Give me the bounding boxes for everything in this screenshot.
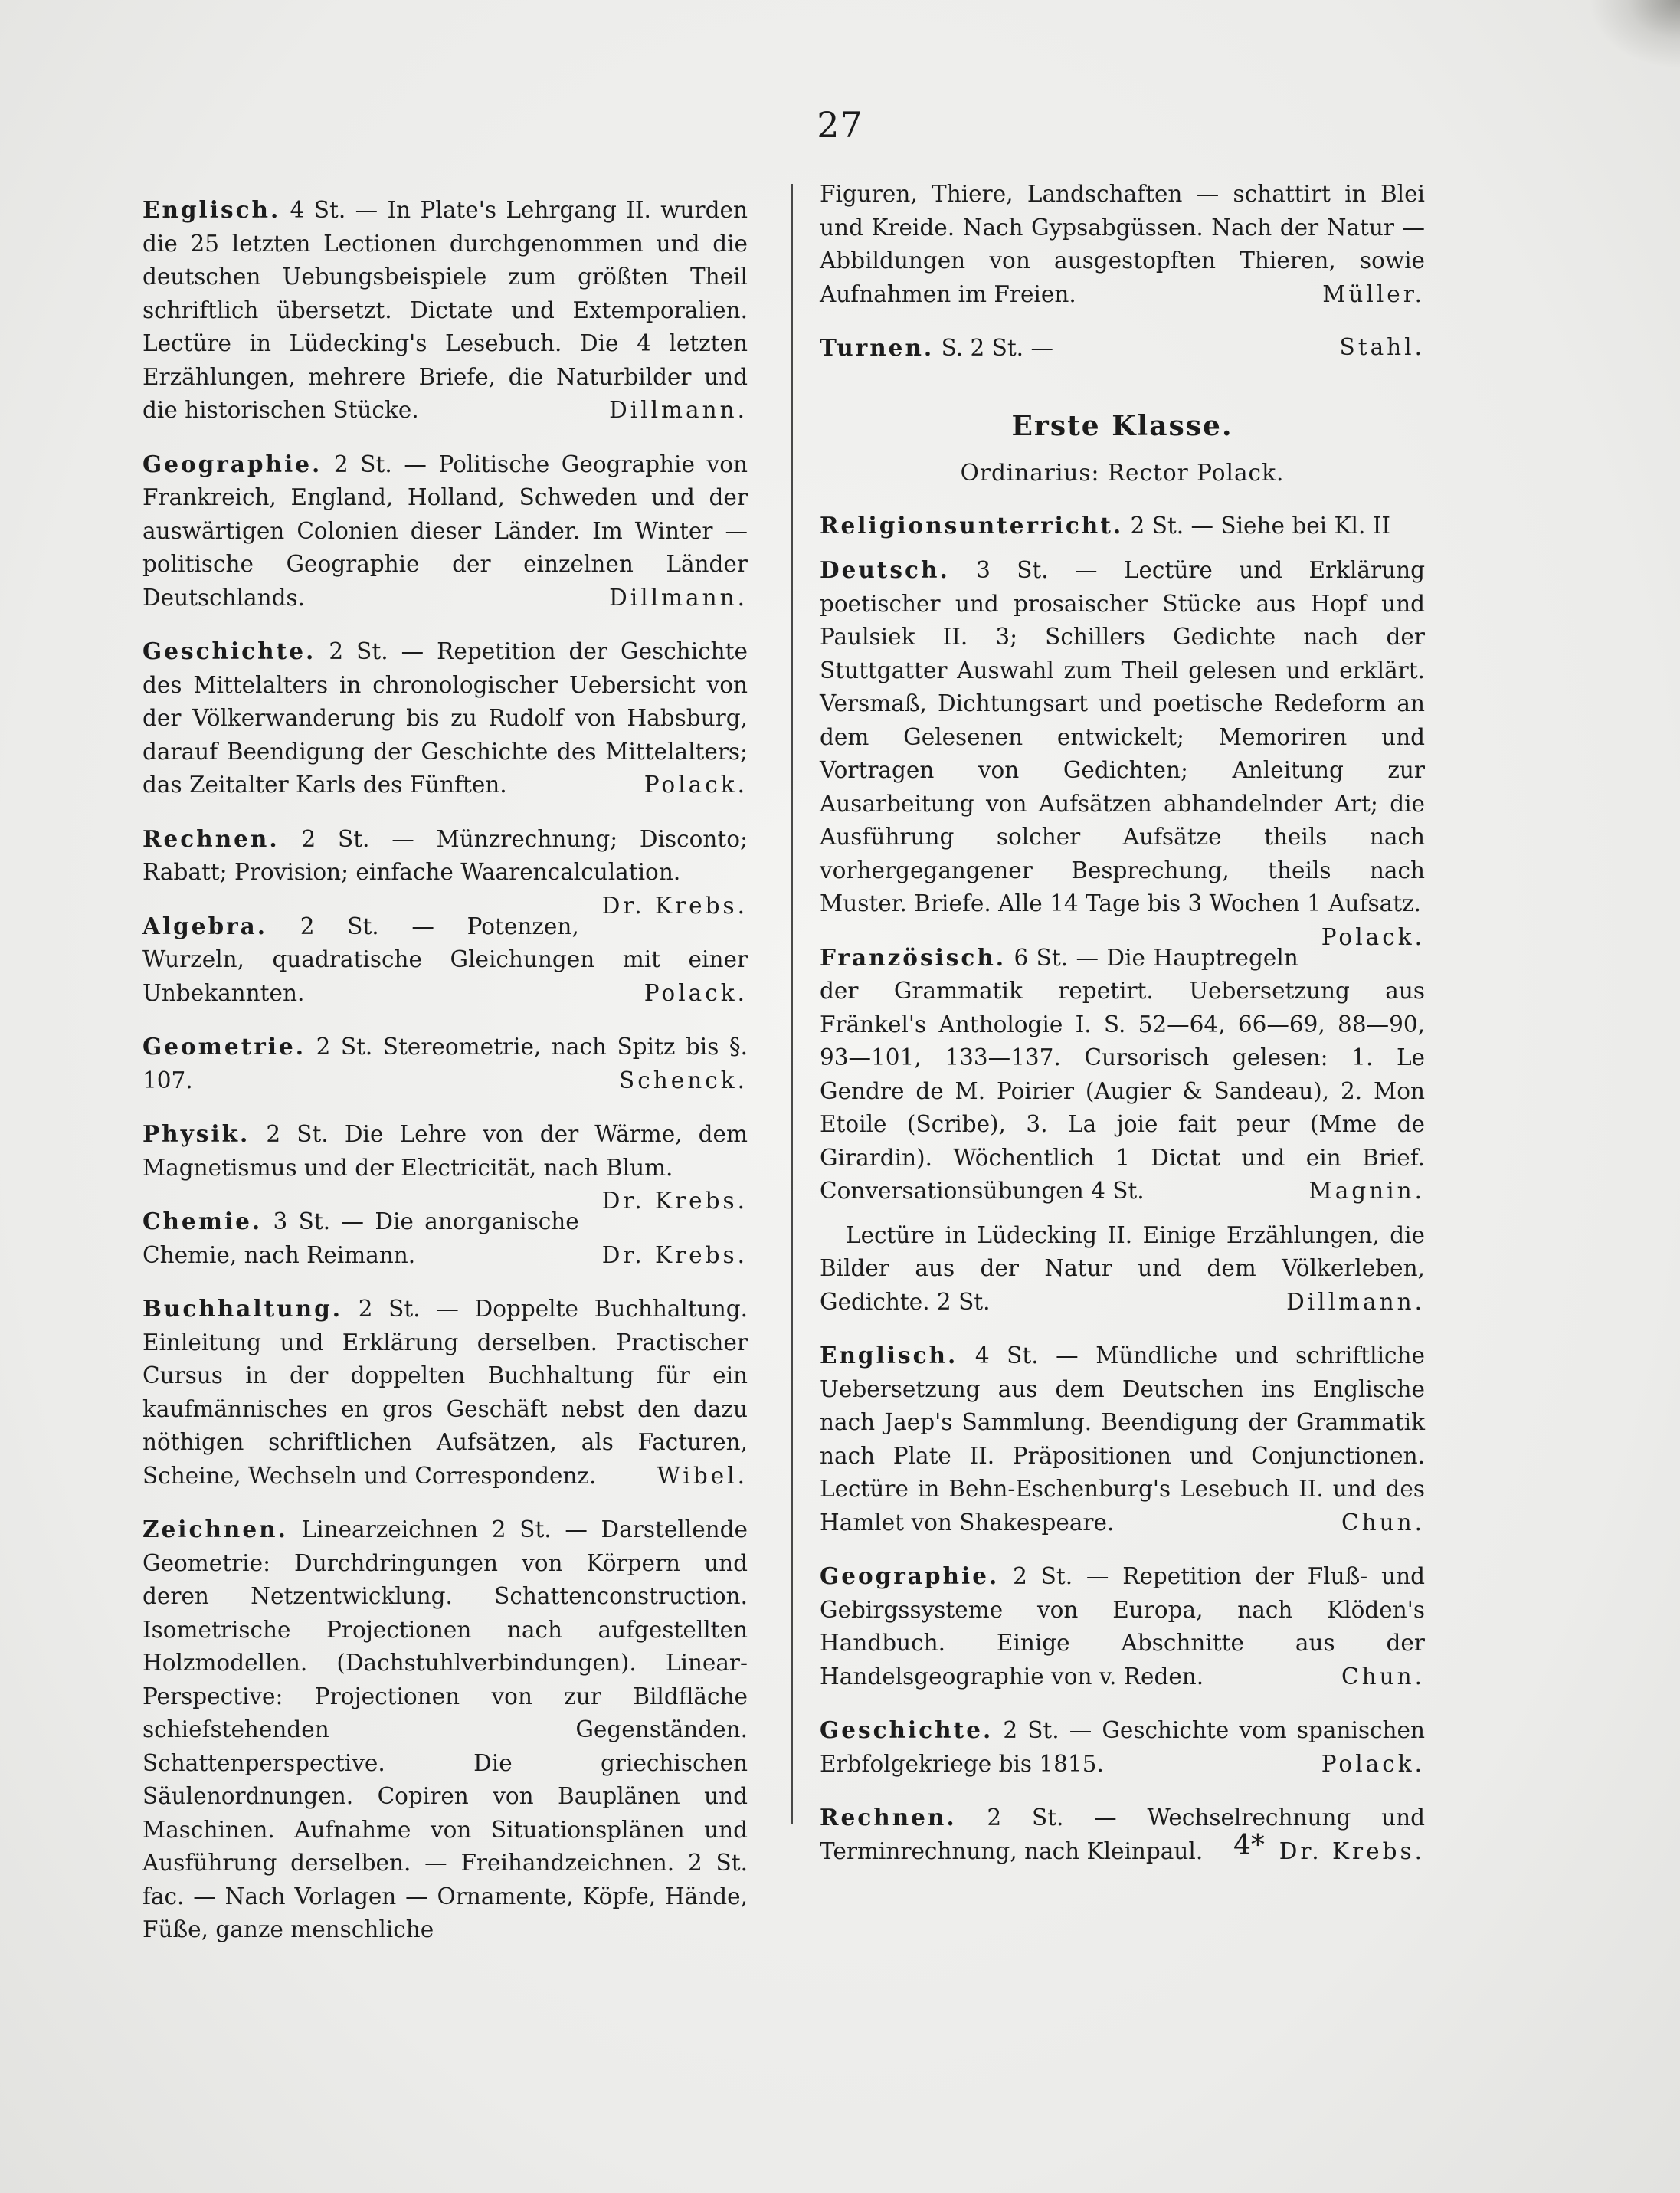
left-column	[142, 193, 748, 1967]
entry-subject: Geschichte.	[820, 1716, 994, 1743]
entry-text: 2 St. Stereometrie, nach Spitz bis §. 107.	[142, 1034, 748, 1093]
entry-subject: Geschichte.	[142, 638, 316, 664]
entry-text: 4 St. — In Plate's Lehrgang II. wurden die 25 letzten Lectionen durchgenommen und die deutschen Uebungsbeispiele zum größten Theil schriftlich übersetzt. Dictate und Extemporalien. Lectüre in Lüdecking's Lesebuch. Die 4 letzten Erzählungen, mehrere Briefe, die Naturbilder und die historischen Stücke.	[142, 197, 748, 423]
entry-subject: Algebra.	[142, 912, 268, 939]
entry-text: 3 St. — Lectüre und Erklärung poetischer und prosaischer Stücke aus Hopf und Paulsiek II. 3; Schillers Gedichte nach der Stuttgatter Auswahl zum Theil gelesen und erklärt. Versmaß, Dichtungsart und poetische Redeform an dem Gelesenen entwickelt; Memoriren und Vortragen von Gedichten; Anleitung zur Ausarbeitung von Aufsätzen abhandelnder Art; die Ausführung solcher Aufsätze theils nach vorhergegangener Besprechung, theils nach Muster. Briefe. Alle 14 Tage bis 3 Wochen 1 Aufsatz.	[820, 557, 1425, 916]
entry-teacher: Dillmann.	[1286, 1288, 1425, 1315]
entry-geographie-erste	[820, 1559, 1425, 1693]
entry-teacher: Schenck.	[619, 1067, 748, 1093]
page-number: 27	[817, 104, 863, 146]
entry-teacher: Stahl.	[1339, 334, 1425, 360]
entry-subject: Deutsch.	[820, 556, 950, 583]
entry-teacher: Polack.	[1321, 1750, 1425, 1777]
signature-mark: 4*	[1233, 1830, 1265, 1861]
entry-text: 2 St. — Politische Geographie von Frankreich, England, Holland, Schweden und der auswärtigen Colonien dieser Länder. Im Winter — politische Geographie der einzelnen Länder Deutschlands.	[142, 451, 748, 611]
entry-zeichnen-continued	[820, 178, 1425, 311]
entry-subject: Englisch.	[142, 196, 281, 223]
entry-teacher: Dillmann.	[609, 584, 748, 611]
entry-text: 2 St. — Doppelte Buchhaltung. Einleitung und Erklärung derselben. Practischer Cursus in der doppelten Buchhaltung für ein kaufmännisches en gros Geschäft nebst den dazu nöthigen schriftlichen Aufsätzen, als Facturen, Scheine, Wechseln und Correspondenz.	[142, 1296, 748, 1489]
column-divider	[791, 184, 793, 1824]
entry-text: Linearzeichnen 2 St. — Darstellende Geometrie: Durchdringungen von Körpern und deren Netzentwicklung. Schattenconstruction. Isometrische Projectionen nach aufgestellten Holzmodellen. (Dachstuhlverbindungen). Linear-Perspective: Projectionen von zur Bildfläche schiefstehenden Gegenständen. Schattenperspective. Die griechischen Säulenordnungen. Copiren von Bauplänen und Maschinen. Aufnahme von Situationsplänen und Ausführung derselben. — Freihandzeichnen. 2 St. fac. — Nach Vorlagen — Ornamente, Köpfe, Hände, Füße, ganze menschliche	[142, 1516, 748, 1942]
entry-teacher: Dr. Krebs.	[601, 1241, 748, 1268]
entry-text: 2 St. — Repetition der Fluß- und Gebirgssysteme von Europa, nach Klöden's Handbuch. Einige Abschnitte aus der Handelsgeographie von v. Reden.	[820, 1563, 1425, 1690]
entry-algebra	[142, 910, 748, 1011]
entry-lektuere	[820, 1219, 1425, 1319]
entry-text: Figuren, Thiere, Landschaften — schattirt in Blei und Kreide. Nach Gypsabgüssen. Nach der Natur — Abbildungen von ausgestopften Thieren, sowie Aufnahmen im Freien.	[820, 181, 1425, 307]
entry-franzoesisch	[820, 941, 1425, 1208]
entry-subject: Geometrie.	[142, 1033, 306, 1060]
corner-stain	[1588, 0, 1680, 69]
entry-rechnen	[142, 822, 748, 919]
entry-text: 2 St. — Potenzen, Wurzeln, quadratische Gleichungen mit einer Unbekannten.	[142, 913, 748, 1006]
entry-geschichte	[142, 634, 748, 802]
entry-text: 2 St. — Geschichte vom spanischen Erbfolgekriege bis 1815.	[820, 1717, 1425, 1777]
entry-teacher: Polack.	[1321, 923, 1425, 950]
entry-text: 2 St. Die Lehre von der Wärme, dem Magnetismus und der Electricität, nach Blum.	[142, 1121, 748, 1181]
entry-geschichte-erste	[820, 1713, 1425, 1781]
entry-teacher: Polack.	[644, 979, 748, 1006]
entry-subject: Religionsunterricht.	[820, 511, 1124, 539]
class-heading: Erste Klasse.	[1011, 409, 1233, 442]
entry-text: 2 St. — Münzrechnung; Disconto; Rabatt; Provision; einfache Waarencalculation.	[142, 825, 748, 885]
entry-subject: Geographie.	[142, 450, 323, 477]
entry-teacher: Dillmann.	[609, 397, 748, 423]
entry-teacher: Müller.	[1322, 280, 1425, 307]
entry-subject: Rechnen.	[142, 824, 280, 852]
entry-teacher: Polack.	[644, 772, 748, 798]
entry-text: 6 St. — Die Hauptregeln der Grammatik repetirt. Uebersetzung aus Fränkel's Anthologie I. S. 52—64, 66—69, 88—90, 93—101, 133—137. Cursorisch gelesen: 1. Le Gendre de M. Poirier (Augier & Sandeau), 2. Mon Etoile (Scribe), 3. La joie fait peur (Mme de Girardin). Wöchentlich 1 Dictat und ein Brief. Conversationsübungen 4 St.	[820, 944, 1425, 1204]
entry-religion	[820, 509, 1425, 543]
entry-subject: Buchhaltung.	[142, 1295, 342, 1322]
entry-geographie	[142, 447, 748, 615]
entry-subject: Englisch.	[820, 1342, 958, 1369]
entry-teacher: Wibel.	[657, 1462, 748, 1489]
entry-deutsch	[820, 553, 1425, 950]
entry-teacher: Dr. Krebs.	[601, 892, 748, 919]
entry-englisch	[142, 193, 748, 428]
entry-subject: Physik.	[142, 1120, 251, 1147]
entry-subject: Turnen.	[820, 334, 935, 361]
entry-teacher: Dr. Krebs.	[601, 1188, 748, 1214]
ordinarius-line: Ordinarius: Rector Polack.	[960, 460, 1285, 486]
entry-zeichnen	[142, 1513, 748, 1947]
entry-text: 2 St. — Repetition der Geschichte des Mittelalters in chronologischer Uebersicht von der Völkerwanderung bis zu Rudolf von Habsburg, darauf Beendigung der Geschichte des Mittelalters; das Zeitalter Karls des Fünften.	[142, 638, 748, 798]
entry-text: S. 2 St. —	[941, 335, 1053, 361]
entry-teacher: Magnin.	[1308, 1178, 1425, 1204]
entry-subject: Französisch.	[820, 943, 1007, 971]
entry-subject: Rechnen.	[820, 1804, 957, 1831]
entry-physik	[142, 1117, 748, 1214]
entry-turnen	[820, 331, 1425, 366]
entry-text: 3 St. — Die anorganische Chemie, nach Reimann.	[142, 1208, 579, 1268]
entry-text: 2 St. — Siehe bei Kl. II	[1130, 512, 1391, 539]
entry-rechnen-erste	[820, 1801, 1425, 1868]
entry-geometrie	[142, 1030, 748, 1097]
entry-subject: Chemie.	[142, 1208, 263, 1234]
entry-subject: Geographie.	[820, 1562, 1000, 1589]
entry-teacher: Chun.	[1341, 1663, 1425, 1690]
entry-subject: Zeichnen.	[142, 1516, 288, 1542]
entry-teacher: Dr. Krebs.	[1279, 1837, 1425, 1864]
entry-englisch-erste	[820, 1339, 1425, 1539]
right-column	[820, 178, 1425, 1888]
entry-text: Lectüre in Lüdecking II. Einige Erzählungen, die Bilder aus der Natur und dem Völkerleben, Gedichte. 2 St.	[820, 1221, 1425, 1315]
entry-teacher: Chun.	[1341, 1509, 1425, 1536]
entry-buchhaltung	[142, 1292, 748, 1493]
entry-text: 4 St. — Mündliche und schriftliche Uebersetzung aus dem Deutschen ins Englische nach Jaep's Sammlung. Beendigung der Grammatik nach Plate II. Präpositionen und Conjunctionen. Lectüre in Behn-Eschenburg's Lesebuch II. und des Hamlet von Shakespeare.	[820, 1342, 1425, 1536]
entry-text: 2 St. — Wechselrechnung und Terminrechnung, nach Kleinpaul.	[820, 1805, 1425, 1864]
